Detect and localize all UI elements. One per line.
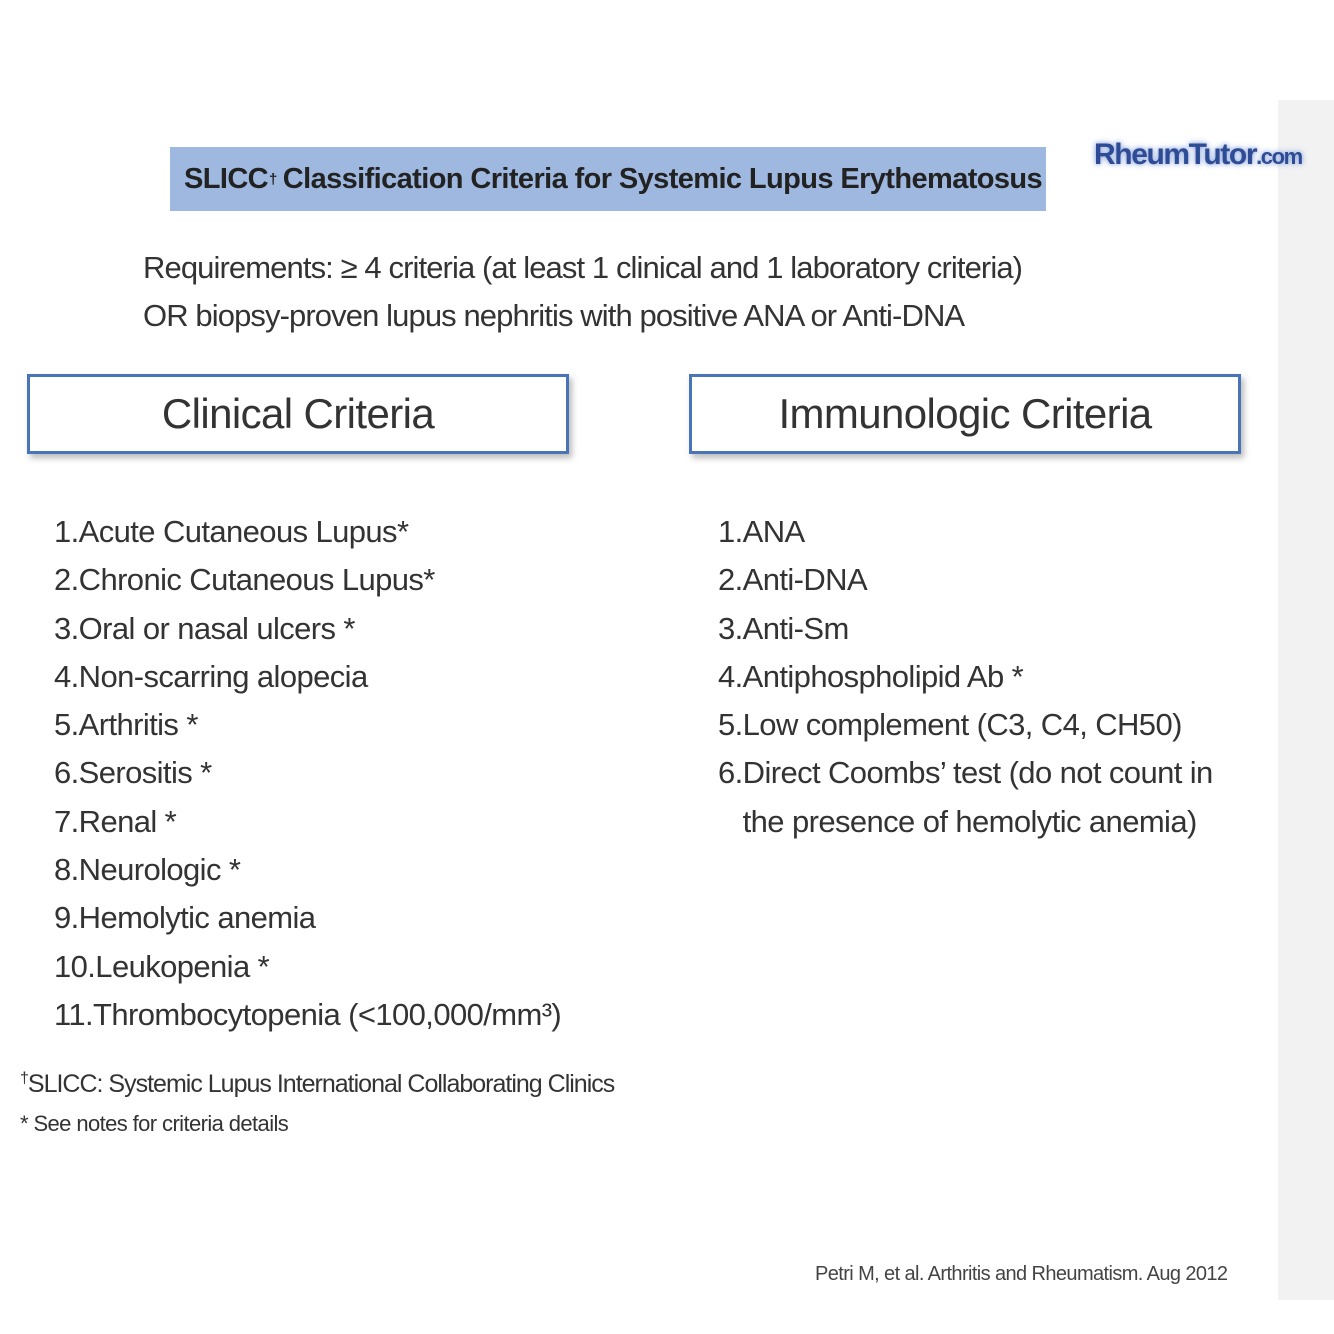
list-item bbox=[54, 991, 561, 1039]
item-number: 2. bbox=[718, 562, 743, 598]
list-item bbox=[54, 605, 561, 653]
list-item bbox=[718, 653, 1233, 701]
item-number: 5. bbox=[718, 707, 743, 743]
item-text: Arthritis * bbox=[78, 707, 198, 743]
item-text: Leukopenia * bbox=[95, 948, 270, 984]
item-number: 9. bbox=[54, 900, 79, 936]
asterisk-footnote: * See notes for criteria details bbox=[20, 1111, 289, 1136]
list-item bbox=[718, 508, 1233, 556]
immunologic-criteria-list bbox=[718, 508, 1233, 846]
item-text: Hemolytic anemia bbox=[78, 900, 316, 936]
item-number: 11. bbox=[54, 996, 93, 1032]
list-item bbox=[718, 605, 1233, 653]
list-item bbox=[718, 701, 1233, 749]
clinical-criteria-heading: Clinical Criteria bbox=[161, 390, 435, 437]
immunologic-criteria-heading: Immunologic Criteria bbox=[778, 390, 1152, 437]
immunologic-criteria-heading-box bbox=[689, 374, 1241, 454]
item-number: 1. bbox=[718, 514, 743, 549]
item-number: 3. bbox=[718, 610, 743, 646]
item-text: Oral or nasal ulcers * bbox=[78, 610, 355, 646]
item-text: Non-scarring alopecia bbox=[78, 658, 368, 694]
list-item bbox=[54, 508, 561, 556]
item-text: Neurologic * bbox=[78, 852, 241, 888]
item-number: 4. bbox=[54, 658, 79, 694]
item-text: Acute Cutaneous Lupus* bbox=[78, 514, 409, 549]
item-text: Thrombocytopenia (<100,000/mm³) bbox=[93, 996, 562, 1032]
clinical-criteria-heading-box bbox=[27, 374, 569, 454]
logo-name: RheumTutor bbox=[1094, 138, 1257, 171]
list-item bbox=[54, 943, 561, 991]
item-number: 4. bbox=[718, 658, 743, 694]
page-title bbox=[170, 147, 1046, 211]
item-number: 2. bbox=[54, 562, 79, 598]
item-text: Renal * bbox=[78, 803, 177, 839]
item-text: Low complement (C3, C4, CH50) bbox=[742, 707, 1182, 743]
citation: Petri M, et al. Arthritis and Rheumatism. Aug 2012 bbox=[815, 1263, 1228, 1285]
item-number: 8. bbox=[54, 852, 79, 888]
slicc-footnote-text: SLICC: Systemic Lupus International Collaborating Clinics bbox=[27, 1070, 615, 1098]
item-number: 10. bbox=[54, 948, 96, 984]
list-item bbox=[718, 749, 1233, 846]
title-rest: Classification Criteria for Systemic Lupus Erythematosus bbox=[282, 162, 1043, 195]
list-item bbox=[54, 701, 561, 749]
item-number: 7. bbox=[54, 803, 79, 839]
logo-suffix: .com bbox=[1256, 144, 1302, 169]
item-number: 6. bbox=[718, 755, 743, 791]
title-dagger-mark: † bbox=[269, 170, 277, 188]
list-item bbox=[718, 556, 1233, 604]
item-text: Chronic Cutaneous Lupus* bbox=[78, 562, 435, 598]
right-margin-strip bbox=[1278, 100, 1334, 1300]
item-number: 6. bbox=[54, 755, 79, 791]
item-text: Anti-Sm bbox=[742, 610, 849, 646]
clinical-criteria-list bbox=[54, 508, 561, 1039]
list-item bbox=[54, 798, 561, 846]
list-item bbox=[54, 556, 561, 604]
footnote-dagger-mark: † bbox=[20, 1070, 28, 1087]
rheumtutor-logo bbox=[1094, 138, 1302, 174]
item-number: 3. bbox=[54, 610, 79, 646]
requirements-line-2: OR biopsy-proven lupus nephritis with positive ANA or Anti-DNA bbox=[143, 298, 965, 333]
list-item bbox=[54, 846, 561, 894]
title-prefix: SLICC bbox=[184, 162, 269, 195]
item-text: Antiphospholipid Ab * bbox=[742, 658, 1024, 694]
item-number: 1. bbox=[54, 514, 79, 549]
item-text: ANA bbox=[742, 514, 805, 549]
slicc-footnote bbox=[20, 1070, 614, 1099]
list-item bbox=[54, 894, 561, 942]
requirements-line-1: Requirements: ≥ 4 criteria (at least 1 clinical and 1 laboratory criteria) bbox=[143, 250, 1023, 285]
item-text: Anti-DNA bbox=[742, 562, 868, 598]
item-number: 5. bbox=[54, 707, 79, 743]
list-item bbox=[54, 653, 561, 701]
item-text: Serositis * bbox=[78, 755, 212, 791]
item-text: Direct Coombs’ test (do not count in the presence of hemolytic anemia) bbox=[742, 755, 1213, 839]
list-item bbox=[54, 749, 561, 797]
